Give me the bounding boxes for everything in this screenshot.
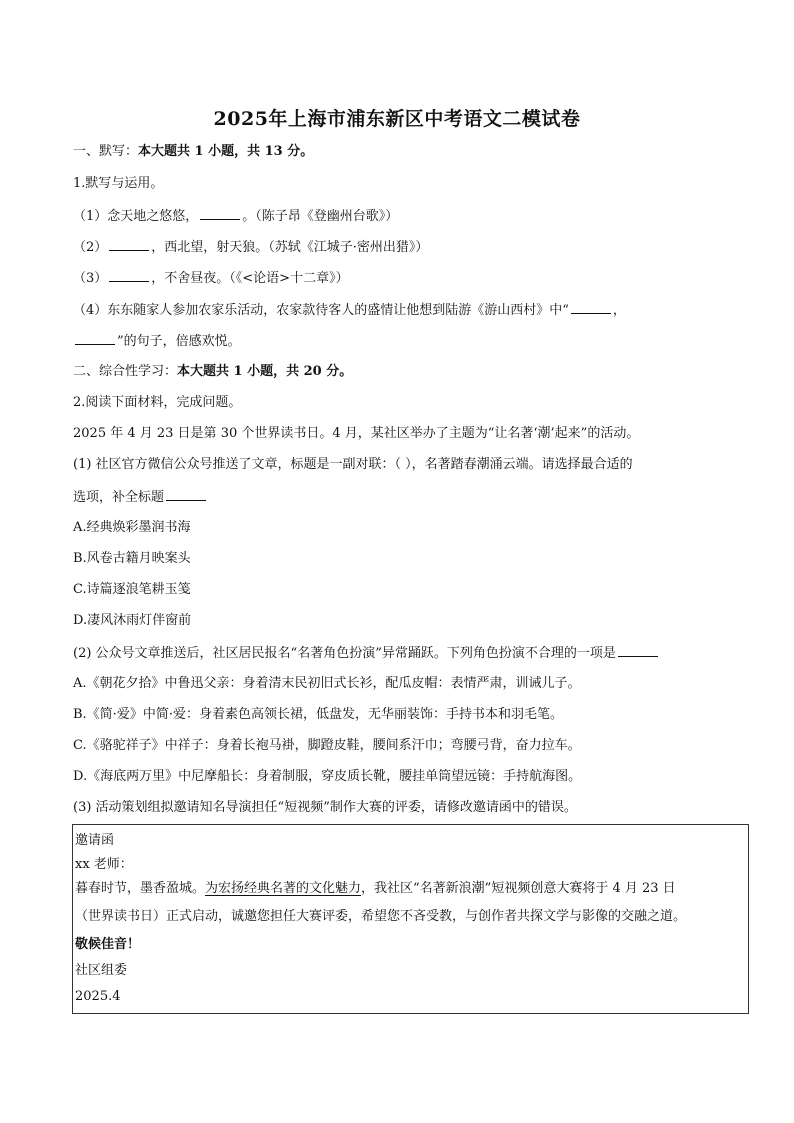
- answer-blank[interactable]: [109, 267, 149, 282]
- page-title: 2025年上海市浦东新区中考语文二模试卷: [213, 108, 581, 130]
- invitation-body1-pre: 暮春时节，墨香盈城。: [75, 881, 206, 896]
- section2-heading-detail: 本大题共 1 小题，共 20 分。: [177, 364, 353, 379]
- invitation-body-line2: （世界读书日）正式启动，诚邀您担任大赛评委，希望您不吝受教，与创作者共探文学与影像的交融之道。: [75, 909, 687, 924]
- invitation-heading: 邀请函: [75, 833, 115, 848]
- item-4-text-a: （4）东东随家人参加农家乐活动，农家款待客人的盛情让他想到陆游《游山西村》中“: [73, 303, 569, 318]
- section1-heading-prefix: 一、默写：: [73, 144, 139, 159]
- option-a: A.经典焕彩墨润书海: [73, 520, 191, 535]
- item-2-prefix: （2）: [73, 240, 108, 255]
- question1-item-4-line1: [73, 299, 733, 321]
- item-1-suffix: 。（陈子昂《登幽州台歌》）: [242, 209, 399, 224]
- question2-intro: 2025 年 4 月 23 日是第 30 个世界读书日。4 月，某社区举办了主题为“让名著‘潮’起来”的活动。: [73, 426, 640, 441]
- subquestion2-stem-text: (2) 公众号文章推送后，社区居民报名“名著角色扮演”异常踊跃。下列角色扮演不合理的一项是: [73, 646, 616, 661]
- section2-heading: [73, 362, 733, 382]
- question1-title: 1.默写与运用。: [73, 176, 164, 191]
- answer-blank[interactable]: [200, 205, 240, 220]
- subquestion1-line2-text: 选项，补全标题: [73, 490, 165, 505]
- item-1-prefix: （1）念天地之悠悠，: [73, 209, 199, 224]
- option-d: D.凄风沐雨灯伴窗前: [73, 613, 192, 628]
- answer-blank[interactable]: [109, 236, 149, 251]
- invitation-closing: 敬候佳音！: [75, 937, 141, 952]
- question2-title: 2.阅读下面材料，完成问题。: [73, 395, 242, 410]
- subquestion2-stem: [73, 642, 733, 664]
- invitation-body1-post: ，我社区“名著新浪潮”短视频创意大赛将于 4 月 23 日: [361, 881, 676, 896]
- section1-heading-detail: 本大题共 1 小题，共 13 分。: [138, 144, 314, 159]
- answer-blank[interactable]: [75, 330, 115, 345]
- answer-blank[interactable]: [571, 299, 611, 314]
- item-2-suffix: ，西北望，射天狼。（苏轼《江城子·密州出猎》）: [151, 240, 429, 255]
- section1-heading: [73, 142, 733, 162]
- item-4-text-c: ”的句子，倍感欢悦。: [117, 334, 241, 349]
- subquestion2-option-c: C.《骆驼祥子》中祥子：身着长袍马褂，脚蹬皮鞋，腰间系汗巾；弯腰弓背，奋力拉车。: [73, 738, 581, 753]
- question1-item-1: [73, 205, 733, 227]
- option-b: B.风卷古籍月映案头: [73, 551, 191, 566]
- answer-blank[interactable]: [618, 642, 658, 657]
- subquestion2-option-d: D.《海底两万里》中尼摩船长：身着制服，穿皮质长靴，腰挂单筒望远镜：手持航海图。: [73, 769, 582, 784]
- invitation-date: 2025.4: [75, 989, 121, 1004]
- answer-blank[interactable]: [166, 486, 206, 501]
- invitation-body-line1: [75, 879, 676, 899]
- question1-item-3: [73, 267, 733, 289]
- option-c: C.诗篇逐浪笔耕玉笺: [73, 582, 191, 597]
- item-4-text-b: ，: [612, 303, 626, 318]
- invitation-signature: 社区组委: [75, 963, 128, 978]
- subquestion2-option-b: B.《简·爱》中简·爱：身着素色高领长裙，低盘发，无华丽装饰：手持书本和羽毛笔。: [73, 707, 563, 722]
- invitation-letter-box: [72, 824, 749, 1014]
- section2-heading-prefix: 二、综合性学习：: [73, 364, 178, 379]
- invitation-salutation: xx 老师：: [75, 857, 133, 872]
- question1-item-2: [73, 236, 733, 258]
- subquestion2-option-a: A.《朝花夕拾》中鲁迅父亲：身着清末民初旧式长衫，配瓜皮帽：表情严肃，训诫儿子。: [73, 676, 581, 691]
- invitation-underlined-phrase: 为宏扬经典名著的文化魅力: [205, 881, 362, 896]
- subquestion1-line1: (1) 社区官方微信公众号推送了文章，标题是一副对联：（ ），名著踏春潮涌云端。请选择最合适的: [73, 457, 633, 472]
- subquestion3-stem: (3) 活动策划组拟邀请知名导演担任“短视频”制作大赛的评委，请修改邀请函中的错误。: [73, 800, 577, 815]
- item-3-prefix: （3）: [73, 271, 108, 286]
- question1-item-4-line2: [73, 330, 733, 352]
- subquestion1-line2: [73, 486, 733, 508]
- item-3-suffix: ，不舍昼夜。（《<论语>十二章》）: [151, 271, 349, 286]
